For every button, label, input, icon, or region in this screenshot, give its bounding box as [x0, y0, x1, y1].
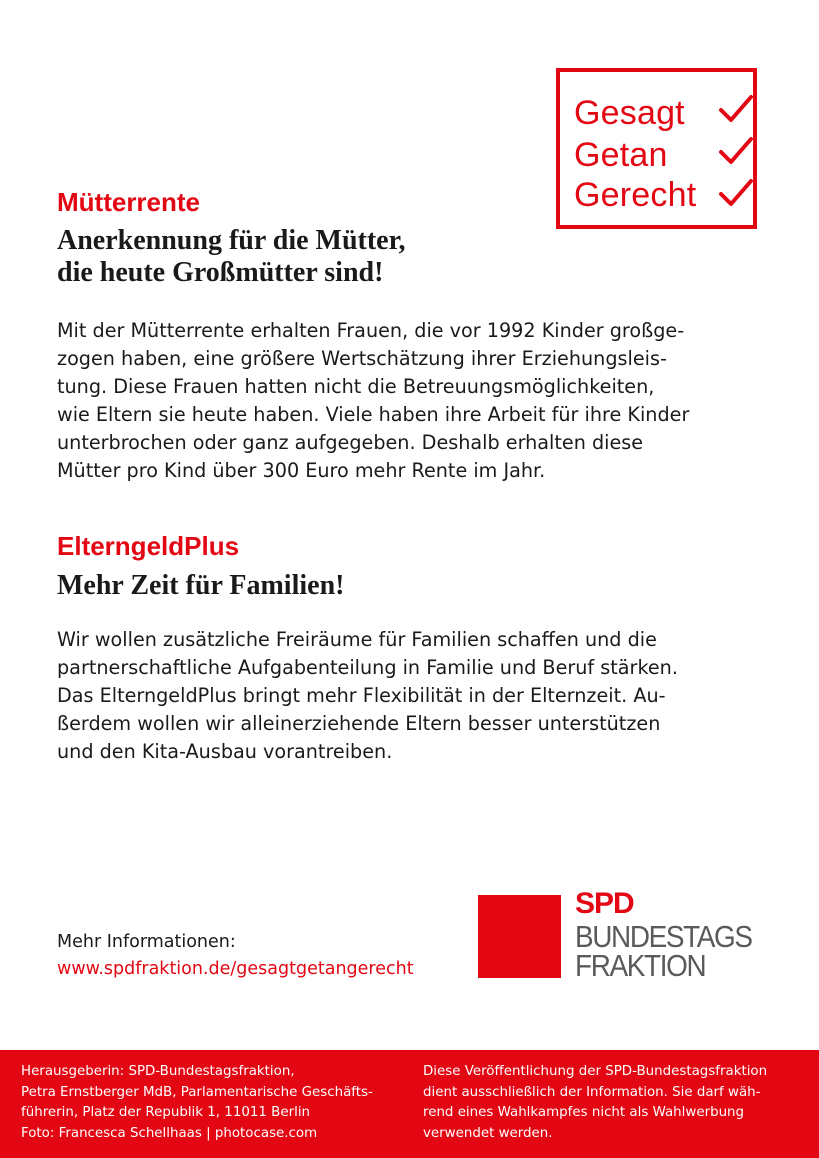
- footer-line: rend eines Wahlkampfes nicht als Wahlwerbung: [423, 1105, 745, 1120]
- footer-line: Foto: Francesca Schellhaas | photocase.com: [21, 1125, 318, 1141]
- badge-line-getan: Getan: [574, 136, 668, 174]
- check-icon: [718, 94, 754, 124]
- body-line: Wir wollen zusätzliche Freiräume für Familien schaffen und die: [57, 628, 657, 651]
- spd-logo-square: [478, 895, 561, 978]
- body-line: Mit der Mütterrente erhalten Frauen, die vor 1992 Kinder großge-: [57, 319, 685, 342]
- footer-imprint: [21, 1062, 373, 1144]
- body-line: partnerschaftliche Aufgabenteilung in Familie und Beruf stärken.: [57, 656, 678, 679]
- logo-line-fraktion: FRAKTION: [575, 948, 706, 983]
- logo-line-bundestags: BUNDESTAGS: [575, 919, 752, 954]
- section-kicker-elterngeldplus: ElterngeldPlus: [57, 531, 240, 561]
- body-line: zogen haben, eine größere Wertschätzung ihrer Erziehungsleis-: [57, 347, 667, 370]
- section-headline-muetterrente: [57, 225, 405, 289]
- footer-line: dient ausschließlich der Information. Sie darf wäh-: [423, 1084, 761, 1100]
- body-line: tung. Diese Frauen hatten nicht die Betreuungsmöglichkeiten,: [57, 375, 655, 398]
- check-icon: [718, 178, 754, 208]
- badge-line-gesagt: Gesagt: [574, 94, 685, 132]
- headline-line: Mehr Zeit für Familien!: [57, 570, 345, 601]
- section-kicker-muetterrente: Mütterrente: [57, 187, 201, 217]
- footer-bar: [0, 1050, 819, 1158]
- badge-line-gerecht: Gerecht: [574, 176, 697, 214]
- footer-line: Diese Veröffentlichung der SPD-Bundestagsfraktion: [423, 1064, 768, 1079]
- footer-disclaimer: [423, 1062, 767, 1144]
- footer-line: führerin, Platz der Republik 1, 11011 Berlin: [21, 1105, 311, 1120]
- footer-line: Herausgeberin: SPD-Bundestagsfraktion,: [21, 1064, 295, 1079]
- footer-line: Petra Ernstberger MdB, Parlamentarische Geschäfts-: [21, 1084, 373, 1100]
- body-line: Das ElterngeldPlus bringt mehr Flexibilität in der Elternzeit. Au-: [57, 684, 666, 707]
- more-info-label: Mehr Informationen:: [57, 932, 236, 952]
- section-headline-elterngeldplus: [57, 570, 344, 602]
- footer-line: verwendet werden.: [423, 1125, 553, 1141]
- headline-line: Anerkennung für die Mütter,: [57, 225, 406, 256]
- body-line: unterbrochen oder ganz aufgegeben. Deshalb erhalten diese: [57, 431, 644, 454]
- more-info-link[interactable]: www.spdfraktion.de/gesagtgetangerecht: [57, 959, 414, 979]
- spd-logo-wordmark: SPD: [575, 887, 634, 920]
- check-icon: [718, 136, 754, 166]
- section-body-elterngeldplus: [57, 626, 767, 766]
- body-line: Mütter pro Kind über 300 Euro mehr Rente im Jahr.: [57, 459, 546, 482]
- body-line: ßerdem wollen wir alleinerziehende Eltern besser unterstützen: [57, 712, 661, 735]
- section-body-muetterrente: [57, 317, 767, 485]
- gesagt-getan-gerecht-badge: [556, 68, 757, 229]
- body-line: und den Kita-Ausbau vorantreiben.: [57, 740, 393, 763]
- body-line: wie Eltern sie heute haben. Viele haben ihre Arbeit für ihre Kinder: [57, 403, 690, 426]
- headline-line: die heute Großmütter sind!: [57, 257, 384, 288]
